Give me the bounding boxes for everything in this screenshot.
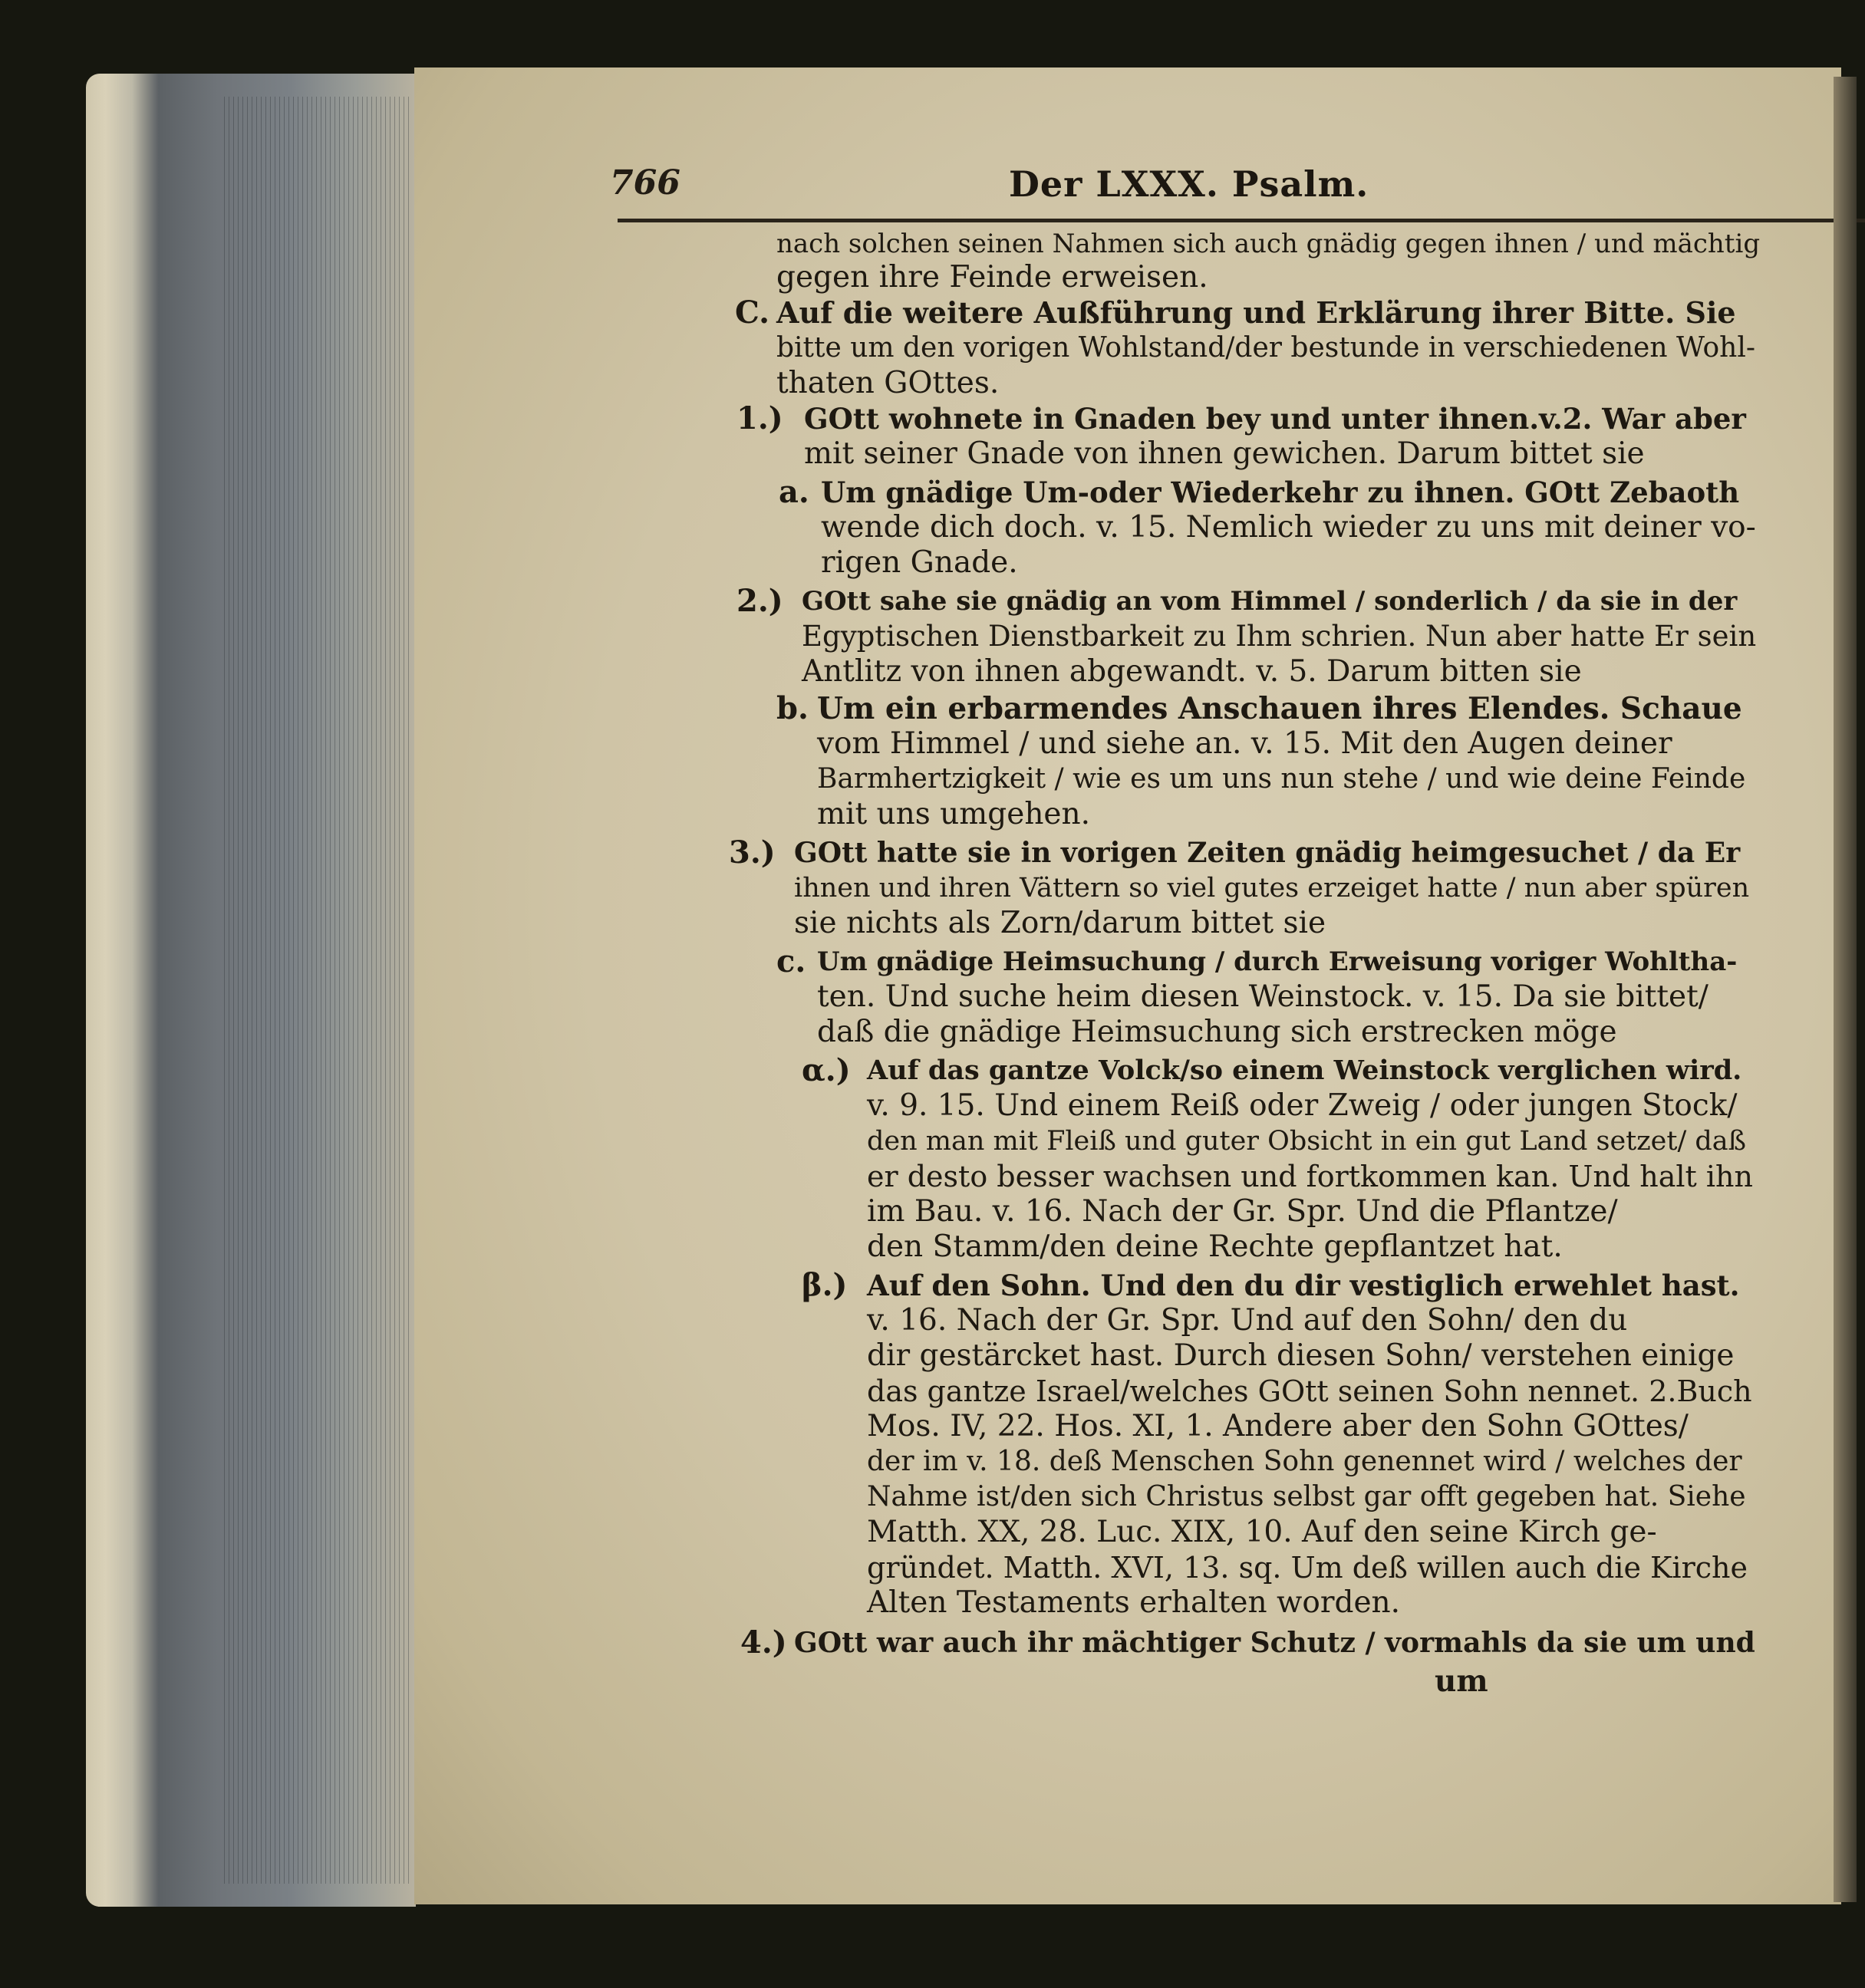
section-marker: α.) <box>802 1052 851 1088</box>
page-block-edge <box>86 74 416 1907</box>
section-marker: C. <box>735 295 770 331</box>
text-line: Barmhertzigkeit / wie es um uns nun stehe / und wie deine Feinde <box>817 763 1746 795</box>
text-line: nach solchen seinen Nahmen sich auch gnädig gegen ihnen / und mächtig <box>776 229 1761 259</box>
text-line: Um ein erbarmendes Anschauen ihres Elendes. Schaue <box>817 691 1742 726</box>
text-line: der im v. 18. deß Menschen Sohn genennet wird / welches der <box>867 1446 1742 1477</box>
text-line: bitte um den vorigen Wohlstand/der bestunde in verschiedenen Wohl- <box>776 332 1756 364</box>
text-line: vom Himmel / und siehe an. v. 15. Mit den Augen deiner <box>817 726 1672 761</box>
text-line: rigen Gnade. <box>821 545 1018 580</box>
page-number: 766 <box>610 163 680 202</box>
text-line: das gantze Israel/welches GOtt seinen Sohn nennet. 2.Buch <box>867 1374 1752 1408</box>
section-marker: β.) <box>802 1267 848 1303</box>
text-line: Auf das gantze Volck/so einem Weinstock verglichen wird. <box>867 1055 1742 1086</box>
text-line: GOtt wohnete in Gnaden bey und unter ihnen.v.2. War aber <box>804 402 1746 436</box>
text-line: Nahme ist/den sich Christus selbst gar offt gegeben hat. Siehe <box>867 1481 1746 1512</box>
facing-page-edge <box>1834 77 1857 1902</box>
section-marker: b. <box>776 690 809 726</box>
running-title: Der LXXX. Psalm. <box>1009 163 1369 205</box>
text-line: im Bau. v. 16. Nach der Gr. Spr. Und die Pflantze/ <box>867 1194 1618 1229</box>
text-line: Auf die weitere Außführung und Erklärung ihrer Bitte. Sie <box>776 295 1736 330</box>
text-line: gegen ihre Feinde erweisen. <box>776 260 1208 295</box>
section-marker: 1.) <box>736 400 783 436</box>
text-line: dir gestärcket hast. Durch diesen Sohn/ verstehen einige <box>867 1338 1735 1373</box>
text-line: den Stamm/den deine Rechte gepflantzet hat. <box>867 1229 1563 1264</box>
text-line: ihnen und ihren Vättern so viel gutes erzeiget hatte / nun aber spüren <box>794 873 1750 903</box>
text-line: Um gnädige Um-oder Wiederkehr zu ihnen. GOtt Zebaoth <box>821 476 1740 509</box>
text-line: sie nichts als Zorn/darum bittet sie <box>794 906 1326 940</box>
catchword: um <box>1435 1664 1488 1699</box>
text-line: gründet. Matth. XVI, 13. sq. Um deß willen auch die Kirche <box>867 1551 1748 1585</box>
text-line: Alten Testaments erhalten worden. <box>867 1585 1401 1620</box>
section-marker: c. <box>776 943 806 979</box>
text-line: mit seiner Gnade von ihnen gewichen. Darum bittet sie <box>804 436 1645 471</box>
text-line: Mos. IV, 22. Hos. XI, 1. Andere aber den Sohn GOttes/ <box>867 1409 1689 1443</box>
text-line: v. 16. Nach der Gr. Spr. Und auf den Sohn/ den du <box>867 1303 1628 1338</box>
text-line: Um gnädige Heimsuchung / durch Erweisung voriger Wohltha- <box>817 946 1738 977</box>
page-body <box>414 67 1841 1904</box>
section-marker: 3.) <box>729 834 776 871</box>
text-line: daß die gnädige Heimsuchung sich erstrecken möge <box>817 1015 1617 1049</box>
text-line: Auf den Sohn. Und den du dir vestiglich erwehlet hast. <box>867 1269 1740 1302</box>
text-line: er desto besser wachsen und fortkommen kan. Und halt ihn <box>867 1160 1753 1193</box>
text-line: GOtt war auch ihr mächtiger Schutz / vormahls da sie um und <box>794 1627 1755 1659</box>
text-line: wende dich doch. v. 15. Nemlich wieder zu uns mit deiner vo- <box>821 510 1756 545</box>
text-line: den man mit Fleiß und guter Obsicht in ein gut Land setzet/ daß <box>867 1126 1747 1157</box>
book-page <box>414 67 1841 1904</box>
section-marker: a. <box>779 474 809 510</box>
text-line: ten. Und suche heim diesen Weinstock. v. 15. Da sie bittet/ <box>817 979 1708 1014</box>
text-line: thaten GOttes. <box>776 366 1000 400</box>
text-line: GOtt hatte sie in vorigen Zeiten gnädig heimgesuchet / da Er <box>794 837 1741 869</box>
text-line: v. 9. 15. Und einem Reiß oder Zweig / oder jungen Stock/ <box>867 1088 1738 1123</box>
text-line: Matth. XX, 28. Luc. XIX, 10. Auf den seine Kirch ge- <box>867 1515 1657 1549</box>
section-marker: 4.) <box>740 1624 787 1661</box>
text-line: Antlitz von ihnen abgewandt. v. 5. Darum bitten sie <box>802 654 1582 689</box>
text-line: mit uns umgehen. <box>817 797 1091 831</box>
section-marker: 2.) <box>736 583 783 619</box>
text-line: GOtt sahe sie gnädig an vom Himmel / sonderlich / da sie in der <box>802 586 1738 617</box>
text-line: Egyptischen Dienstbarkeit zu Ihm schrien. Nun aber hatte Er sein <box>802 620 1757 653</box>
